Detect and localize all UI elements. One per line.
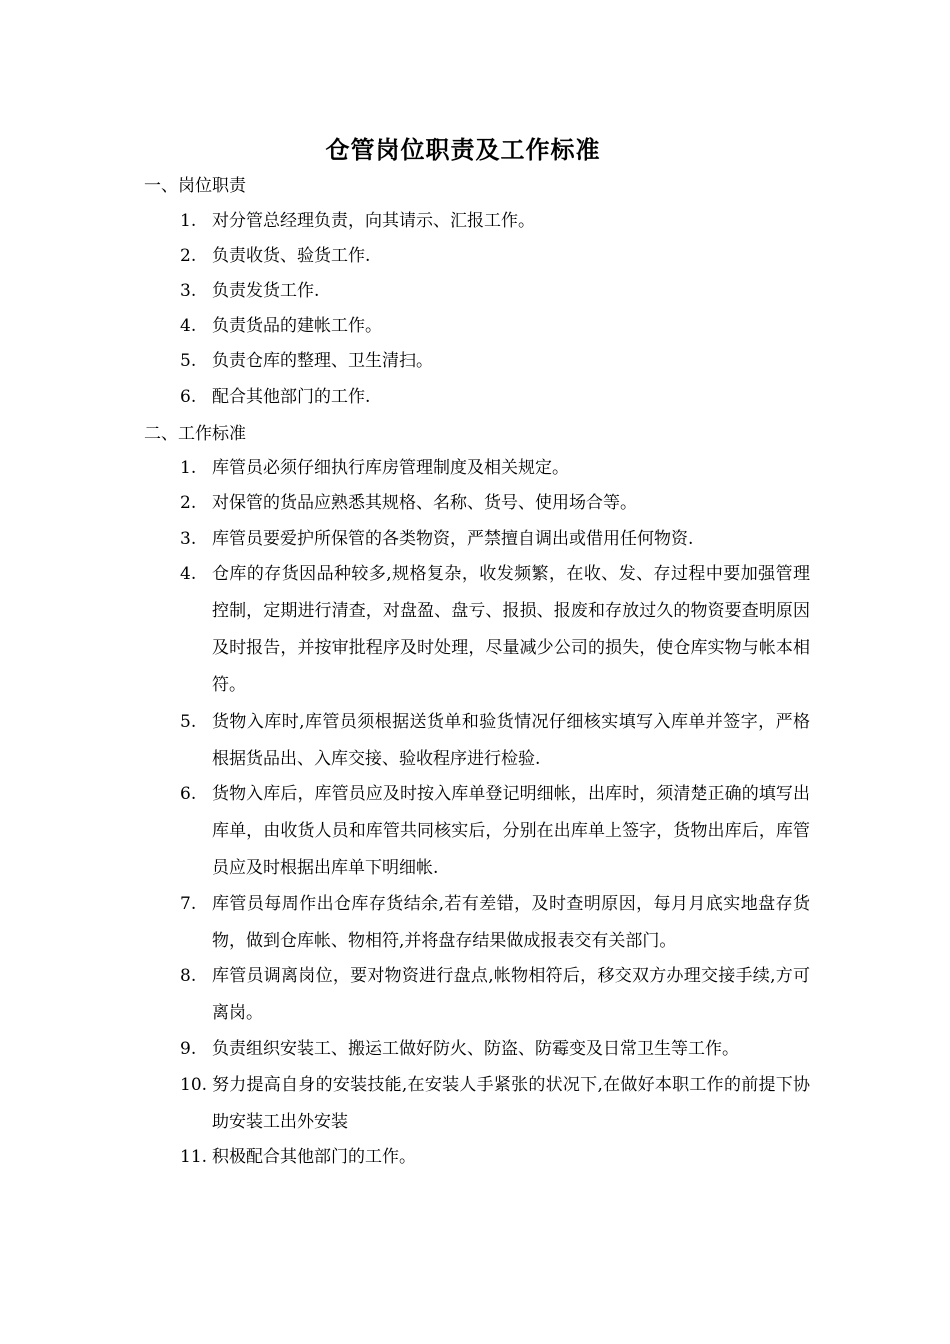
item-text: 对分管总经理负责，向其请示、汇报工作。 — [212, 211, 535, 231]
list-item — [180, 203, 810, 240]
section-heading-duties: 一、岗位职责 — [144, 176, 246, 196]
item-text: 货物入库后，库管员应及时按入库单登记明细帐，出库时，须清楚正确的填写出库单，由收货人员和库管共同核实后，分别在出库单上签字，货物出库后，库管员应及时根据出库单下明细帐. — [212, 784, 810, 878]
item-text: 库管员要爱护所保管的各类物资，严禁擅自调出或借用任何物资. — [212, 529, 694, 549]
item-number: 5. — [180, 712, 197, 732]
item-number: 6. — [180, 387, 197, 407]
section-heading-standards: 二、工作标准 — [144, 424, 246, 444]
list-item — [180, 238, 810, 275]
list-item — [180, 1067, 810, 1141]
item-text: 负责发货工作. — [212, 281, 320, 301]
item-number: 5. — [180, 351, 197, 371]
item-number: 1. — [180, 458, 197, 478]
list-item — [180, 521, 810, 558]
item-text: 库管员每周作出仓库存货结余,若有差错，及时查明原因，每月月底实地盘存货物，做到仓库帐、物相符,并将盘存结果做成报表交有关部门。 — [212, 894, 810, 951]
item-text: 负责仓库的整理、卫生清扫。 — [212, 351, 433, 371]
item-text: 积极配合其他部门的工作。 — [212, 1147, 416, 1167]
item-text: 负责组织安装工、搬运工做好防火、防盗、防霉变及日常卫生等工作。 — [212, 1039, 739, 1059]
list-item — [180, 958, 810, 1032]
item-text: 配合其他部门的工作. — [212, 387, 371, 407]
item-text: 库管员调离岗位，要对物资进行盘点,帐物相符后，移交双方办理交接手续,方可离岗。 — [212, 966, 810, 1023]
item-number: 2. — [180, 246, 197, 266]
list-item — [180, 485, 810, 522]
item-text: 库管员必须仔细执行库房管理制度及相关规定。 — [212, 458, 569, 478]
list-item — [180, 450, 810, 487]
list-item — [180, 704, 810, 778]
item-number: 10. — [180, 1075, 208, 1095]
item-number: 1. — [180, 211, 197, 231]
item-number: 7. — [180, 894, 197, 914]
item-number: 6. — [180, 784, 197, 804]
list-item — [180, 886, 810, 960]
item-text: 货物入库时,库管员须根据送货单和验货情况仔细核实填写入库单并签字，严格根据货品出、入库交接、验收程序进行检验. — [212, 712, 810, 769]
list-item — [180, 556, 810, 704]
item-number: 8. — [180, 966, 197, 986]
document-title: 仓管岗位职责及工作标准 — [325, 135, 601, 164]
item-number: 3. — [180, 281, 197, 301]
item-number: 11. — [180, 1147, 208, 1167]
item-number: 3. — [180, 529, 197, 549]
list-item — [180, 308, 810, 345]
item-number: 4. — [180, 316, 197, 336]
item-text: 负责收货、验货工作. — [212, 246, 371, 266]
item-text: 仓库的存货因品种较多,规格复杂，收发频繁，在收、发、存过程中要加强管理控制，定期进行清查，对盘盈、盘亏、报损、报废和存放过久的物资要查明原因及时报告，并按审批程序及时处理，尽量减少公司的损失，使仓库实物与帐本相符。 — [212, 564, 810, 695]
item-number: 2. — [180, 493, 197, 513]
list-item — [180, 1139, 810, 1176]
list-item — [180, 273, 810, 310]
list-item — [180, 379, 810, 416]
item-number: 9. — [180, 1039, 197, 1059]
item-number: 4. — [180, 564, 197, 584]
list-item — [180, 343, 810, 380]
list-item — [180, 776, 810, 887]
list-item — [180, 1031, 810, 1068]
item-text: 负责货品的建帐工作。 — [212, 316, 382, 336]
item-text: 努力提高自身的安装技能,在安装人手紧张的状况下,在做好本职工作的前提下协助安装工出外安装 — [212, 1075, 810, 1132]
item-text: 对保管的货品应熟悉其规格、名称、货号、使用场合等。 — [212, 493, 637, 513]
